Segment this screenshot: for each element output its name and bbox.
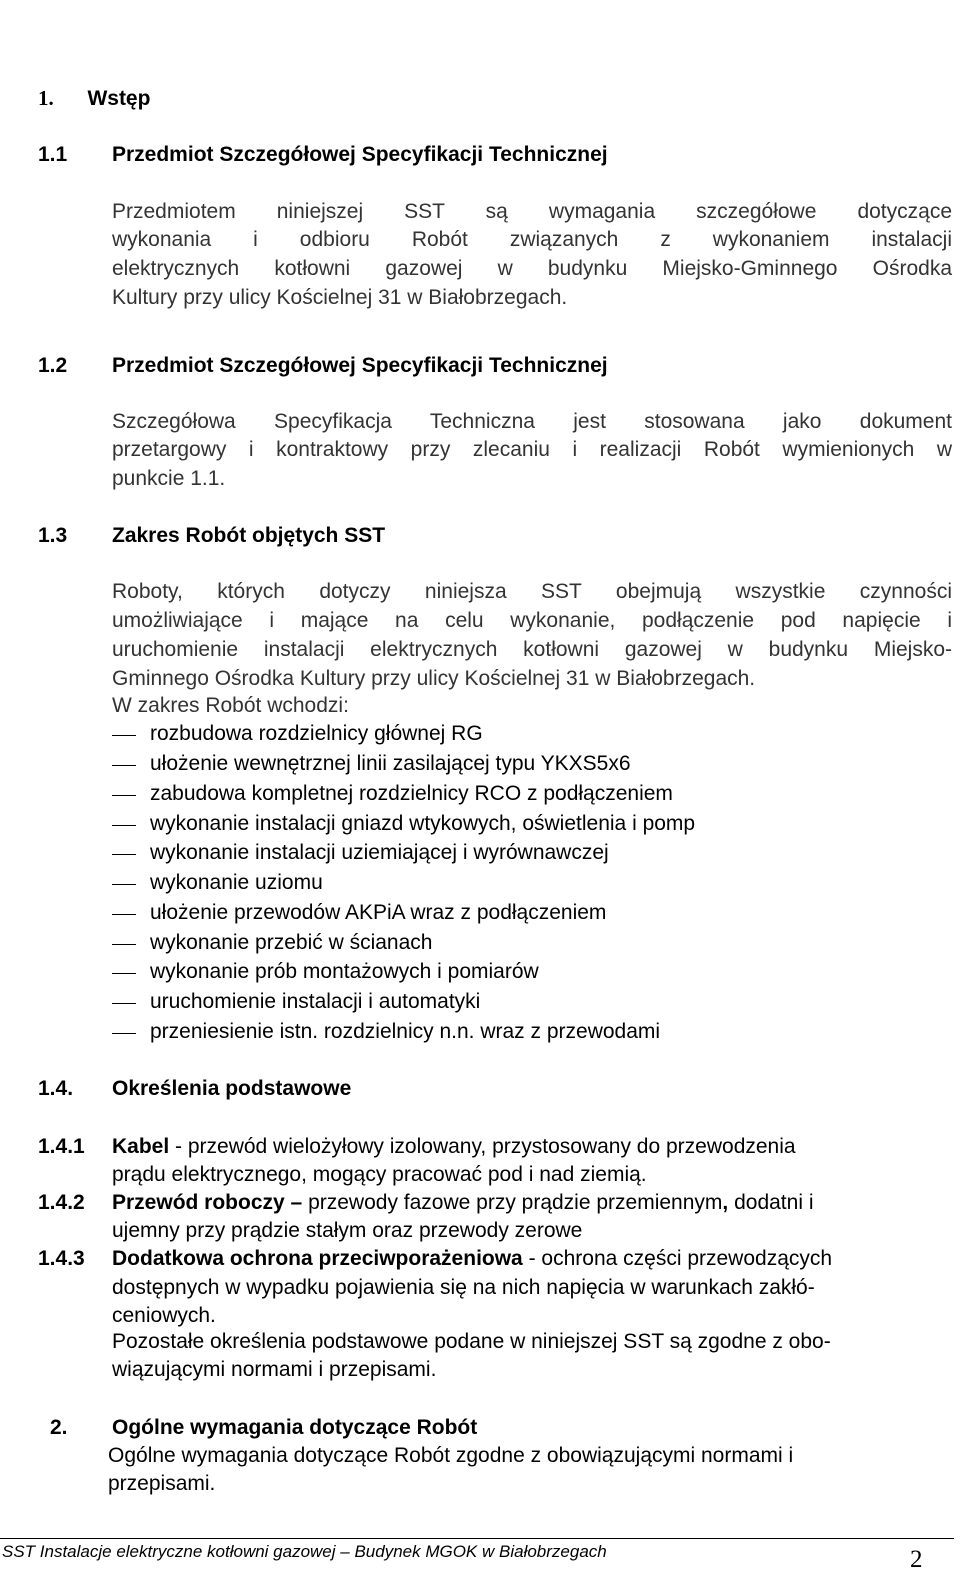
list-item: wykonanie przebić w ścianach bbox=[150, 931, 433, 954]
definition-text: dodatni i bbox=[728, 1191, 814, 1214]
section-2-number: 2. bbox=[50, 1416, 68, 1439]
list-intro: W zakres Robót wchodzi: bbox=[112, 694, 349, 717]
subsection-1-4-title: Określenia podstawowe bbox=[112, 1077, 352, 1100]
definition-term: Kabel bbox=[112, 1135, 170, 1158]
definition-text: - przewód wielożyłowy izolowany, przystosowany do przewodzenia bbox=[169, 1135, 796, 1158]
definition-line: dostępnych w wypadku pojawienia się na nich napięcia w warunkach zakłó- bbox=[112, 1276, 815, 1299]
dash-bullet bbox=[112, 825, 136, 826]
paragraph-line: przepisami. bbox=[108, 1472, 216, 1495]
list-item: uruchomienie instalacji i automatyki bbox=[150, 990, 481, 1013]
paragraph-line: Szczegółowa Specyfikacja Techniczna jest stosowana jako dokument bbox=[112, 410, 952, 433]
list-item: wykonanie instalacji uziemiającej i wyrównawczej bbox=[150, 841, 609, 864]
definition-1-4-3-number: 1.4.3 bbox=[38, 1247, 85, 1270]
definition-text: - ochrona części przewodzących bbox=[522, 1247, 833, 1270]
definition-1-4-2-number: 1.4.2 bbox=[38, 1191, 85, 1214]
dash-bullet bbox=[112, 765, 136, 766]
definition-1-4-2 bbox=[112, 1191, 813, 1215]
subsection-1-4-number: 1.4. bbox=[38, 1077, 74, 1100]
list-item: zabudowa kompletnej rozdzielnicy RCO z podłączeniem bbox=[150, 782, 673, 805]
subsection-1-2-number: 1.2 bbox=[38, 354, 68, 377]
section-number: 1. bbox=[38, 86, 54, 110]
page-number: 2 bbox=[910, 1546, 923, 1573]
subsection-1-3-number: 1.3 bbox=[38, 524, 68, 547]
subsection-1-1-number: 1.1 bbox=[38, 143, 68, 166]
paragraph-line: Gminnego Ośrodka Kultury przy ulicy Kościelnej 31 w Białobrzegach. bbox=[112, 667, 756, 690]
dash-bullet bbox=[112, 884, 136, 885]
dash-bullet bbox=[112, 1033, 136, 1034]
dash-bullet bbox=[112, 914, 136, 915]
definition-1-4-3 bbox=[112, 1247, 832, 1271]
note-line: Pozostałe określenia podstawowe podane w niniejszej SST są zgodne z obo- bbox=[112, 1330, 831, 1353]
list-item: wykonanie instalacji gniazd wtykowych, oświetlenia i pomp bbox=[150, 812, 696, 835]
paragraph-line: Ogólne wymagania dotyczące Robót zgodne z obowiązującymi normami i bbox=[108, 1444, 794, 1467]
section-1-heading bbox=[38, 86, 150, 111]
dash-bullet bbox=[112, 973, 136, 974]
definition-line: prądu elektrycznego, mogący pracować pod i nad ziemią. bbox=[112, 1163, 647, 1186]
paragraph-line: punkcie 1.1. bbox=[112, 467, 226, 490]
footer-text: SST Instalacje elektryczne kotłowni gazowej – Budynek MGOK w Białobrzegach bbox=[2, 1542, 607, 1561]
paragraph-line: wykonania i odbioru Robót związanych z wykonaniem instalacji bbox=[112, 228, 952, 251]
paragraph-line: Przedmiotem niniejszej SST są wymagania szczegółowe dotyczące bbox=[112, 200, 952, 223]
list-item: przeniesienie istn. rozdzielnicy n.n. wraz z przewodami bbox=[150, 1020, 661, 1043]
dash-bullet bbox=[112, 795, 136, 796]
list-item: rozbudowa rozdzielnicy głównej RG bbox=[150, 722, 483, 745]
dash-bullet bbox=[112, 944, 136, 945]
list-item: ułożenie wewnętrznej linii zasilającej typu YKXS5x6 bbox=[150, 752, 631, 775]
definition-term: Przewód roboczy bbox=[112, 1191, 285, 1214]
paragraph-line: umożliwiające i mające na celu wykonanie, podłączenie pod napięcie i bbox=[112, 609, 952, 632]
definition-text: przewody fazowe przy prądzie przemiennym bbox=[308, 1191, 723, 1214]
dash-bullet bbox=[112, 854, 136, 855]
list-item: wykonanie prób montażowych i pomiarów bbox=[150, 960, 539, 983]
footer-rule bbox=[0, 1538, 954, 1539]
list-item: wykonanie uziomu bbox=[150, 871, 323, 894]
definition-dash: – bbox=[284, 1191, 309, 1214]
section-2-title: Ogólne wymagania dotyczące Robót bbox=[112, 1416, 478, 1439]
dash-bullet bbox=[112, 1003, 136, 1004]
paragraph-line: uruchomienie instalacji elektrycznych kotłowni gazowej w budynku Miejsko- bbox=[112, 638, 952, 661]
dash-bullet bbox=[112, 735, 136, 736]
paragraph-line: Kultury przy ulicy Kościelnej 31 w Białobrzegach. bbox=[112, 286, 568, 309]
note-line: wiązującymi normami i przepisami. bbox=[112, 1358, 437, 1381]
definition-term: Dodatkowa ochrona przeciwporażeniowa bbox=[112, 1247, 523, 1270]
definition-1-4-1-number: 1.4.1 bbox=[38, 1135, 85, 1158]
list-item: ułożenie przewodów AKPiA wraz z podłączeniem bbox=[150, 901, 607, 924]
paragraph-line: elektrycznych kotłowni gazowej w budynku Miejsko-Gminnego Ośrodka bbox=[112, 257, 952, 280]
subsection-1-2-title: Przedmiot Szczegółowej Specyfikacji Technicznej bbox=[112, 354, 608, 377]
section-title: Wstęp bbox=[87, 87, 151, 110]
subsection-1-1-title: Przedmiot Szczegółowej Specyfikacji Technicznej bbox=[112, 143, 608, 166]
paragraph-line: przetargowy i kontraktowy przy zlecaniu i realizacji Robót wymienionych w bbox=[112, 438, 952, 461]
paragraph-line: Roboty, których dotyczy niniejsza SST obejmują wszystkie czynności bbox=[112, 580, 952, 603]
subsection-1-3-title: Zakres Robót objętych SST bbox=[112, 524, 386, 547]
definition-line: ceniowych. bbox=[112, 1304, 216, 1327]
definition-line: ujemny przy prądzie stałym oraz przewody zerowe bbox=[112, 1219, 583, 1242]
definition-1-4-1 bbox=[112, 1135, 796, 1159]
definition-comma: , bbox=[722, 1191, 729, 1214]
